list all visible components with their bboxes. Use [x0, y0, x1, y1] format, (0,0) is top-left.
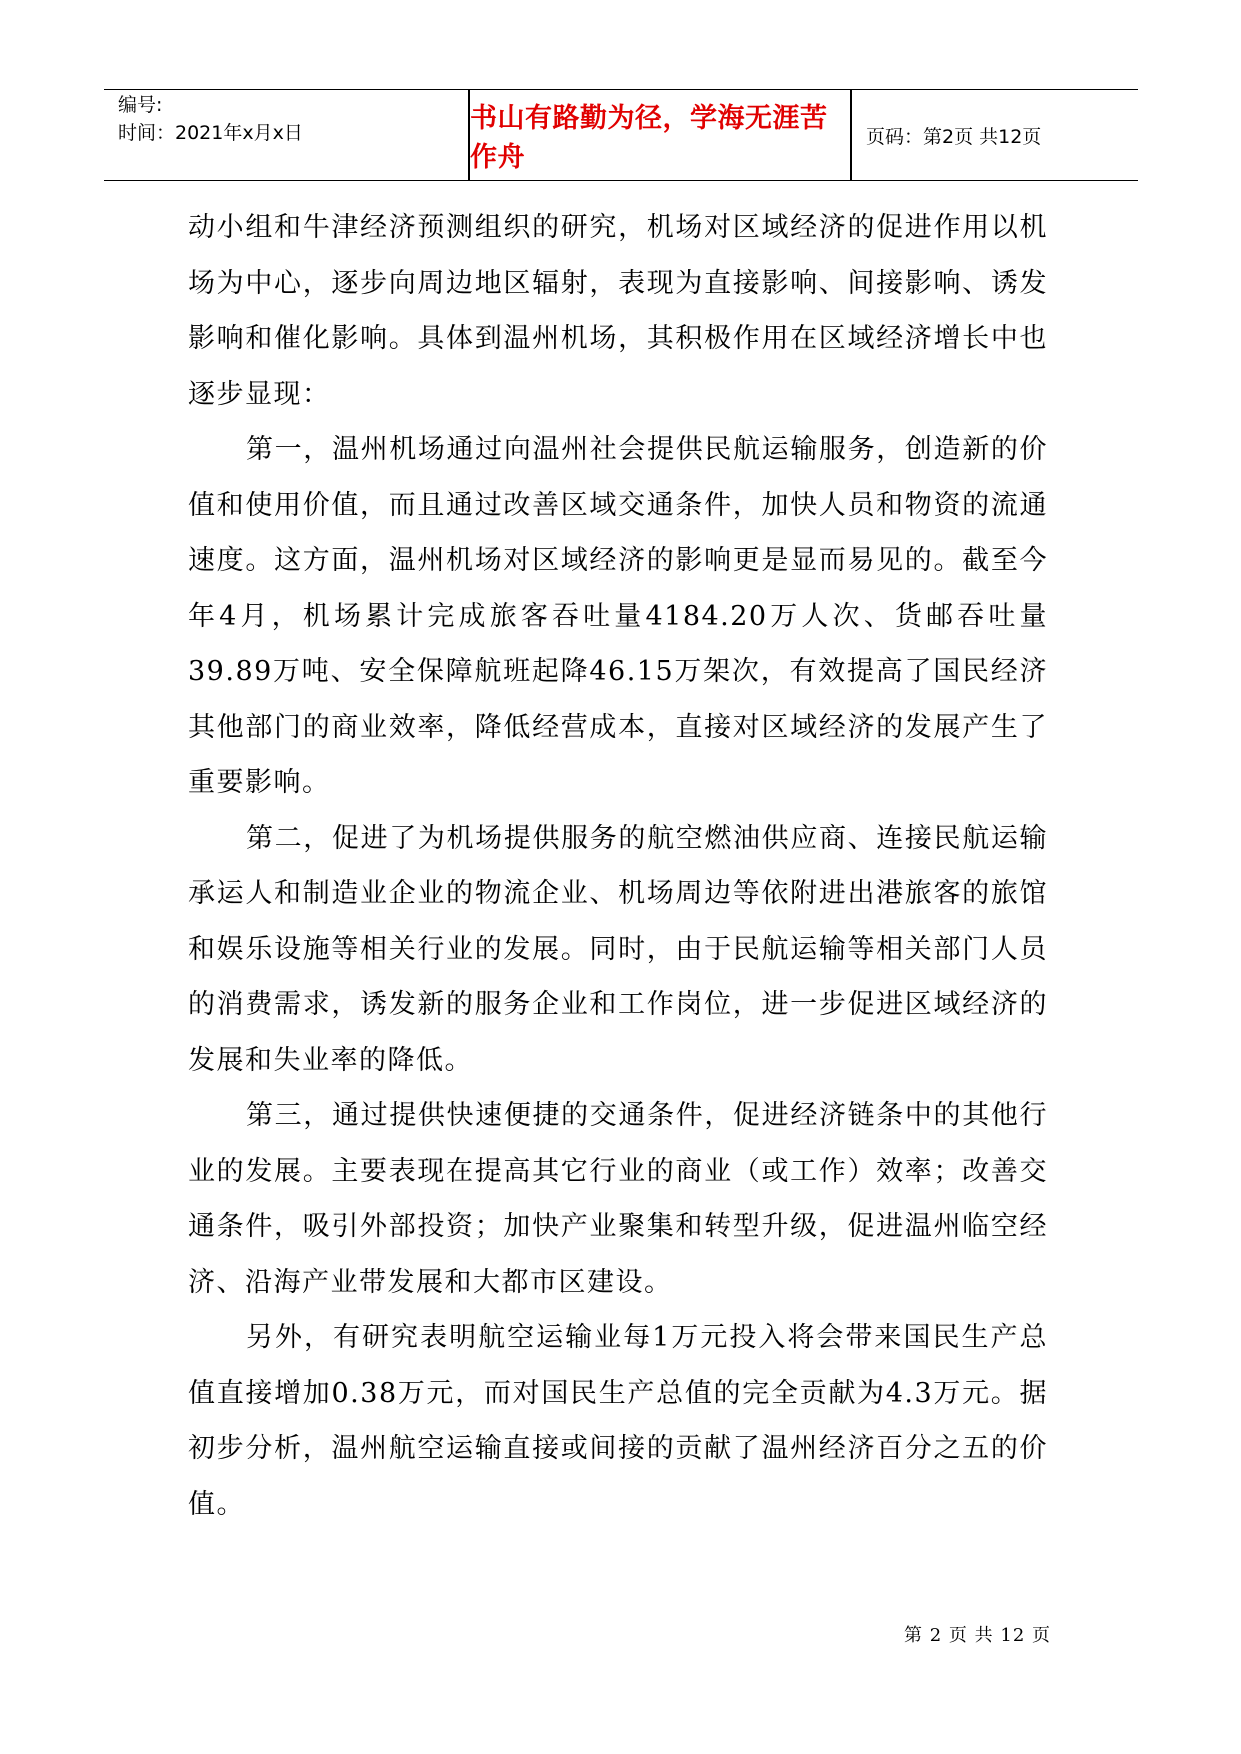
- paragraph-first: 第一，温州机场通过向温州社会提供民航运输服务，创造新的价值和使用价值，而且通过改善区域交通条件，加快人员和物资的流通速度。这方面，温州机场对区域经济的影响更是显而易见的。截至今年4月，机场累计完成旅客吞吐量4184.20万人次、货邮吞吐量39.89万吨、安全保障航班起降46.15万架次，有效提高了国民经济其他部门的商业效率，降低经营成本，直接对区域经济的发展产生了重要影响。: [188, 434, 1048, 798]
- paragraph-third: 第三，通过提供快速便捷的交通条件，促进经济链条中的其他行业的发展。主要表现在提高其它行业的商业（或工作）效率；改善交通条件，吸引外部投资；加快产业聚集和转型升级，促进温州临空经济、沿海产业带发展和大都市区建设。: [188, 1100, 1048, 1298]
- page-header: [104, 89, 1138, 181]
- page-footer: 第 2 页 共 12 页: [904, 1625, 1051, 1646]
- paragraph-continuation: 动小组和牛津经济预测组织的研究，机场对区域经济的促进作用以机场为中心，逐步向周边地区辐射，表现为直接影响、间接影响、诱发影响和催化影响。具体到温州机场，其积极作用在区域经济增长中也逐步显现：: [188, 212, 1048, 410]
- document-number-label: 编号:: [118, 94, 163, 116]
- header-meta: [118, 90, 468, 180]
- document-body: [188, 200, 1048, 1532]
- document-time-label: 时间：2021年x月x日: [118, 122, 303, 144]
- header-motto: 书山有路勤为径，学海无涯苦作舟: [470, 103, 828, 173]
- paragraph-second: 第二，促进了为机场提供服务的航空燃油供应商、连接民航运输承运人和制造业企业的物流企业、机场周边等依附进出港旅客的旅馆和娱乐设施等相关行业的发展。同时，由于民航运输等相关部门人员的消费需求，诱发新的服务企业和工作岗位，进一步促进区域经济的发展和失业率的降低。: [188, 822, 1048, 1076]
- header-page-number: 页码：第2页 共12页: [866, 125, 1042, 148]
- header-divider-right: [850, 90, 852, 180]
- paragraph-additional: 另外，有研究表明航空运输业每1万元投入将会带来国民生产总值直接增加0.38万元，而对国民生产总值的完全贡献为4.3万元。据初步分析，温州航空运输直接或间接的贡献了温州经济百分之五的价值。: [188, 1322, 1048, 1520]
